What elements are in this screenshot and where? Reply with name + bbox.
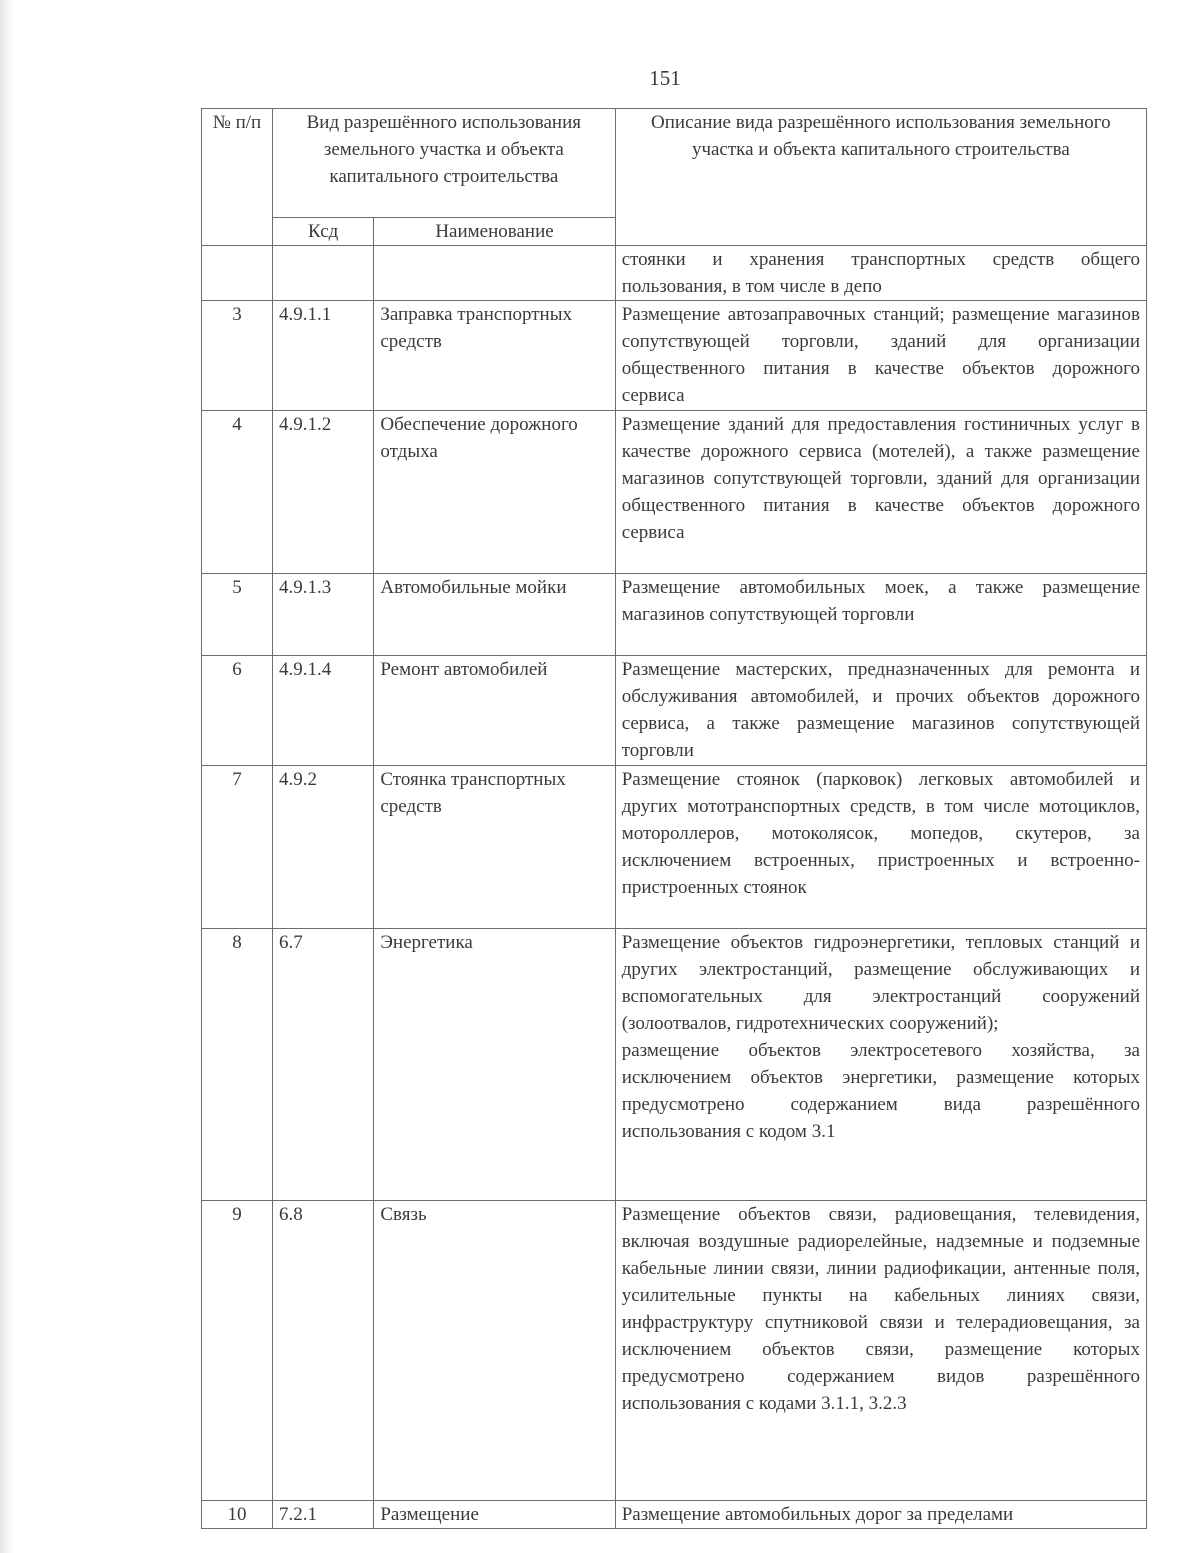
row-name: Заправка транспортных средств bbox=[374, 301, 615, 411]
row-number: 8 bbox=[202, 929, 273, 1201]
table-row bbox=[202, 411, 1147, 574]
row-number: 10 bbox=[202, 1501, 273, 1529]
row-name: Энергетика bbox=[374, 929, 615, 1201]
header-code: Ксд bbox=[272, 218, 373, 246]
scan-edge bbox=[0, 0, 14, 1553]
row-description: Размещение мастерских, предназначенных для ремонта и обслуживания автомобилей, и прочих объектов дорожного сервиса, а также размещение магазинов сопутствующей торговли bbox=[615, 656, 1146, 766]
row-description: Размещение автомобильных моек, а также размещение магазинов сопутствующей торговли bbox=[615, 574, 1146, 656]
row-code: 4.9.1.1 bbox=[272, 301, 373, 411]
header-description: Описание вида разрешённого использования земельного участка и объекта капитального строительства bbox=[615, 109, 1146, 246]
row-description: Размещение стоянок (парковок) легковых автомобилей и других мототранспортных средств, в том числе мотоциклов, мотороллеров, мотоколясок, мопедов, скутеров, за исключением встроенных, пристроенных и встроенно-пристроенных стоянок bbox=[615, 766, 1146, 929]
row-number: 7 bbox=[202, 766, 273, 929]
row-number bbox=[202, 246, 273, 301]
page-number: 151 bbox=[649, 66, 681, 90]
row-number: 3 bbox=[202, 301, 273, 411]
row-code: 7.2.1 bbox=[272, 1501, 373, 1529]
header-no: № п/п bbox=[202, 109, 273, 246]
row-description-part: размещение объектов электросетевого хозяйства, за исключением объектов энергетики, размещение которых предусмотрено содержанием вида разрешённого использования с кодом 3.1 bbox=[621, 1040, 1140, 1142]
row-code: 6.7 bbox=[272, 929, 373, 1201]
row-description: стоянки и хранения транспортных средств общего пользования, в том числе в депо bbox=[615, 246, 1146, 301]
row-description bbox=[615, 929, 1146, 1201]
table-header-row bbox=[202, 109, 1147, 218]
land-use-table bbox=[201, 108, 1147, 1529]
table-row bbox=[202, 574, 1147, 656]
row-description: Размещение автозаправочных станций; размещение магазинов сопутствующей торговли, зданий для организации общественного питания в качестве объектов дорожного сервиса bbox=[615, 301, 1146, 411]
header-group: Вид разрешённого использования земельного участка и объекта капитального строительства bbox=[272, 109, 615, 218]
row-name bbox=[374, 246, 615, 301]
table-row bbox=[202, 766, 1147, 929]
table-row bbox=[202, 656, 1147, 766]
row-description: Размещение автомобильных дорог за пределами bbox=[615, 1501, 1146, 1529]
row-name: Автомобильные мойки bbox=[374, 574, 615, 656]
row-name: Размещение bbox=[374, 1501, 615, 1529]
row-number: 9 bbox=[202, 1201, 273, 1501]
row-name: Стоянка транспортных средств bbox=[374, 766, 615, 929]
row-code bbox=[272, 246, 373, 301]
row-name: Обеспечение дорожного отдыха bbox=[374, 411, 615, 574]
table-row bbox=[202, 929, 1147, 1201]
row-name: Связь bbox=[374, 1201, 615, 1501]
row-code: 6.8 bbox=[272, 1201, 373, 1501]
row-name: Ремонт автомобилей bbox=[374, 656, 615, 766]
row-description: Размещение зданий для предоставления гостиничных услуг в качестве дорожного сервиса (мотелей), а также размещение магазинов сопутствующей торговли, зданий для организации общественного питания в качестве объектов дорожного сервиса bbox=[615, 411, 1146, 574]
table-row bbox=[202, 1201, 1147, 1501]
row-code: 4.9.2 bbox=[272, 766, 373, 929]
table-row bbox=[202, 301, 1147, 411]
table-row bbox=[202, 1501, 1147, 1529]
row-code: 4.9.1.3 bbox=[272, 574, 373, 656]
row-code: 4.9.1.2 bbox=[272, 411, 373, 574]
row-number: 5 bbox=[202, 574, 273, 656]
row-number: 6 bbox=[202, 656, 273, 766]
row-description-part: Размещение объектов гидроэнергетики, тепловых станций и других электростанций, размещение обслуживающих и вспомогательных для электростанций сооружений (золоотвалов, гидротехнических сооружений); bbox=[621, 932, 1140, 1034]
row-number: 4 bbox=[202, 411, 273, 574]
table-row bbox=[202, 246, 1147, 301]
row-description: Размещение объектов связи, радиовещания, телевидения, включая воздушные радиорелейные, надземные и подземные кабельные линии связи, линии радиофикации, антенные поля, усилительные пункты на кабельных линиях связи, инфраструктуру спутниковой связи и телерадиовещания, за исключением объектов связи, размещение которых предусмотрено содержанием видов разрешённого использования с кодами 3.1.1, 3.2.3 bbox=[615, 1201, 1146, 1501]
header-name: Наименование bbox=[374, 218, 615, 246]
row-code: 4.9.1.4 bbox=[272, 656, 373, 766]
